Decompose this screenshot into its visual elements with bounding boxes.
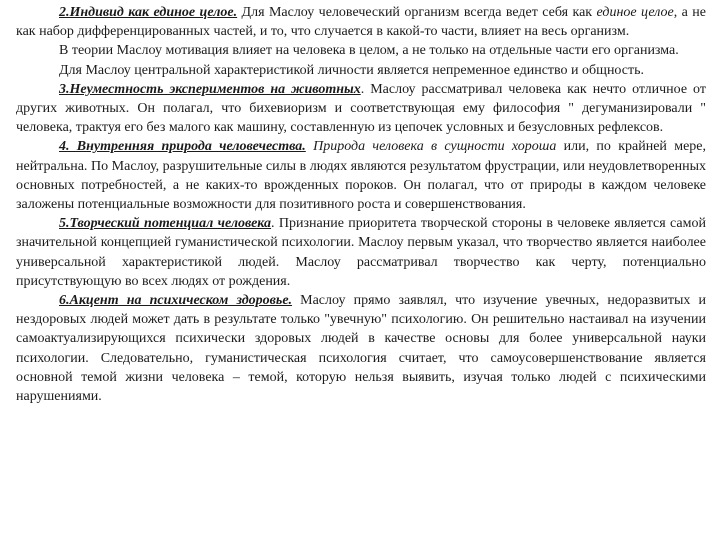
paragraph-text: Для Маслоу центральной характеристикой личности является непременное единство и общность.	[59, 62, 644, 78]
paragraph-italic-text: единое целое	[596, 5, 674, 20]
paragraph-animal-experiments	[16, 80, 706, 138]
paragraph-text: или, по крайней мере, нейтральна. По Маслоу, разрушительные силы в людях являются результатом фрустрации, или неудовлетворенных основных потребностей, а не каких-то врожденных пороков. Он полагал, что от природы в каждом человеке заложены потенциальные возможности для позитивного роста и совершенствования.	[16, 139, 706, 213]
paragraph-heading: 3.Неуместность экспериментов на животных	[59, 81, 361, 97]
paragraph-motivation	[16, 41, 706, 60]
paragraph-text: В теории Маслоу мотивация влияет на человека в целом, а не только на отдельные части его организма.	[59, 43, 679, 59]
paragraph-mental-health	[16, 291, 706, 406]
paragraph-inner-nature	[16, 137, 706, 214]
paragraph-heading: 2.Индивид как единое целое.	[59, 5, 238, 20]
paragraph-unity	[16, 61, 706, 80]
paragraph-text: Для Маслоу человеческий организм всегда ведет себя как	[237, 5, 597, 20]
paragraph-heading: 6.Акцент на психическом здоровье.	[59, 293, 293, 309]
paragraph-heading: 4. Внутренняя природа человечества.	[59, 139, 306, 155]
paragraph-holism	[16, 3, 706, 41]
paragraph-text: Маслоу прямо заявлял, что изучение увечных, недоразвитых и нездоровых людей может дать в результате только "увечную" психологию. Он решительно настаивал на изучении самоактуализирующихся психически здоровых людей в качестве основы для более универсальной науки психологии. Следовательно, гуманистическая психология считает, что самоусовершенствование является основной темой жизни человека – темой, которую нельзя выявить, изучая только людей с психическими нарушениями.	[16, 293, 706, 405]
paragraph-italic-text: Природа человека в сущности хороша	[305, 139, 557, 155]
paragraph-text: . Признание приоритета творческой стороны в человеке является самой значительной концепцией гуманистической психологии. Маслоу первым указал, что творчество является наиболее универсальной характеристикой людей. Маслоу рассматривал творчество как черту, потенциально присутствующую во всех людях от рождения.	[16, 216, 706, 289]
paragraph-heading: 5.Творческий потенциал человека	[59, 216, 272, 232]
paragraph-text: . Маслоу рассматривал человека как нечто отличное от других животных. Он полагал, что бихевиоризм и соответствующая ему философия " дегуманизировали " человека, трактуя его без малого как машину, составленную из цепочек условных и безусловных рефлексов.	[16, 81, 706, 136]
paragraph-text: , а не как набор дифференцированных частей, и то, что случается в какой-то части, влияет на весь организм.	[16, 5, 707, 40]
paragraph-creativity	[16, 214, 706, 291]
